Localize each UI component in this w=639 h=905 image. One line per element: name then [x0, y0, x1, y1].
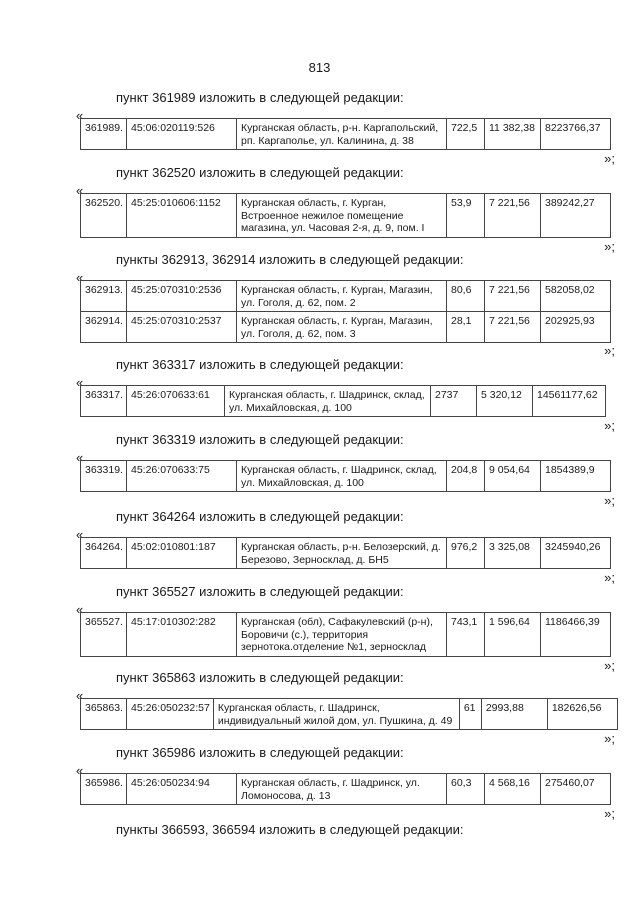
property-table [80, 537, 611, 569]
cell-price: 7 221,56 [485, 194, 541, 238]
cell-cadastral-number: 45:25:070310:2537 [127, 312, 237, 343]
table-row [81, 538, 611, 569]
cell-address: Курганская область, г. Курган, Магазин, ул. Гоголя, д. 62, пом. 2 [237, 281, 447, 312]
cell-address: Курганская область, г. Шадринск, индивидуальный жилой дом, ул. Пушкина, д. 49 [213, 699, 459, 730]
cell-address: Курганская (обл), Сафакулевский (р-н), Боровичи (с.), территория зернотока.отделение №1, зерносклад [237, 613, 447, 657]
section-intro: пункт 365986 изложить в следующей редакции: [116, 745, 404, 760]
cell-value: 1854389,9 [541, 461, 611, 492]
table-row [81, 312, 611, 343]
property-table [80, 698, 618, 730]
cell-cadastral-number: 45:26:050234:94 [127, 774, 237, 805]
cell-number: 364264. [81, 538, 127, 569]
table-row [81, 613, 611, 657]
section-intro: пункт 361989 изложить в следующей редакции: [116, 90, 404, 105]
page-number: 813 [308, 60, 331, 75]
cell-cadastral-number: 45:25:070310:2536 [127, 281, 237, 312]
cell-price: 5 320,12 [477, 386, 533, 417]
cell-cadastral-number: 45:02:010801:187 [127, 538, 237, 569]
cell-value: 1186466,39 [541, 613, 611, 657]
cell-cadastral-number: 45:17:010302:282 [127, 613, 237, 657]
close-quote: »; [604, 570, 615, 585]
section-intro: пункт 365863 изложить в следующей редакции: [116, 670, 404, 685]
cell-cadastral-number: 45:06:020119:526 [127, 119, 237, 150]
cell-value: 275460,07 [541, 774, 611, 805]
table-row [81, 461, 611, 492]
open-quote: « [76, 450, 84, 465]
cell-cadastral-number: 45:25:010606:1152 [127, 194, 237, 238]
table-row [81, 281, 611, 312]
cell-number: 365986. [81, 774, 127, 805]
property-table [80, 612, 611, 657]
cell-value: 182626,56 [547, 699, 617, 730]
cell-cadastral-number: 45:26:070633:61 [127, 386, 225, 417]
cell-number: 362914. [81, 312, 127, 343]
close-quote: »; [604, 418, 615, 433]
section-intro: пункт 364264 изложить в следующей редакции: [116, 509, 404, 524]
cell-address: Курганская область, р-н. Каргапольский, рп. Каргаполье, ул. Калинина, д. 38 [237, 119, 447, 150]
table-row [81, 194, 611, 238]
section-intro: пункт 362520 изложить в следующей редакции: [116, 165, 404, 180]
table-row [81, 386, 606, 417]
open-quote: « [76, 527, 84, 542]
close-quote: »; [604, 493, 615, 508]
cell-value: 389242,27 [541, 194, 611, 238]
property-table [80, 280, 611, 343]
cell-price: 1 596,64 [485, 613, 541, 657]
property-table [80, 193, 611, 238]
close-quote: »; [604, 806, 615, 821]
section-intro: пункты 366593, 366594 изложить в следующей редакции: [116, 822, 464, 837]
cell-address: Курганская область, г. Курган, Магазин, ул. Гоголя, д. 62, пом. 3 [237, 312, 447, 343]
cell-number: 362913. [81, 281, 127, 312]
cell-area: 722,5 [447, 119, 485, 150]
open-quote: « [76, 763, 84, 778]
section-intro: пункт 365527 изложить в следующей редакции: [116, 584, 404, 599]
section-intro: пункт 363319 изложить в следующей редакции: [116, 432, 404, 447]
cell-area: 204,8 [447, 461, 485, 492]
cell-area: 743,1 [447, 613, 485, 657]
cell-value: 8223766,37 [541, 119, 611, 150]
open-quote: « [76, 183, 84, 198]
close-quote: »; [604, 239, 615, 254]
open-quote: « [76, 688, 84, 703]
property-table [80, 773, 611, 805]
close-quote: »; [604, 731, 615, 746]
cell-address: Курганская область, г. Шадринск, ул. Ломоносова, д. 13 [237, 774, 447, 805]
property-table [80, 118, 611, 150]
table-row [81, 119, 611, 150]
cell-number: 363319. [81, 461, 127, 492]
open-quote: « [76, 270, 84, 285]
cell-area: 53,9 [447, 194, 485, 238]
cell-area: 61 [459, 699, 481, 730]
property-table [80, 460, 611, 492]
cell-value: 582058,02 [541, 281, 611, 312]
cell-value: 3245940,26 [541, 538, 611, 569]
cell-price: 4 568,16 [485, 774, 541, 805]
close-quote: »; [604, 151, 615, 166]
cell-address: Курганская область, г. Шадринск, склад, ул. Михайловская, д. 100 [225, 386, 431, 417]
cell-address: Курганская область, г. Курган, Встроенное нежилое помещение магазина, ул. Часовая 2-я, д. 9, пом. I [237, 194, 447, 238]
cell-price: 9 054,64 [485, 461, 541, 492]
cell-address: Курганская область, г. Шадринск, склад, ул. Михайловская, д. 100 [237, 461, 447, 492]
cell-price: 3 325,08 [485, 538, 541, 569]
property-table [80, 385, 606, 417]
cell-area: 80,6 [447, 281, 485, 312]
table-row [81, 699, 618, 730]
open-quote: « [76, 602, 84, 617]
cell-value: 202925,93 [541, 312, 611, 343]
cell-number: 363317. [81, 386, 127, 417]
cell-price: 2993,88 [481, 699, 547, 730]
close-quote: »; [604, 343, 615, 358]
section-intro: пункт 363317 изложить в следующей редакции: [116, 357, 404, 372]
cell-price: 7 221,56 [485, 312, 541, 343]
cell-value: 14561177,62 [533, 386, 606, 417]
cell-area: 60,3 [447, 774, 485, 805]
close-quote: »; [604, 658, 615, 673]
cell-number: 361989. [81, 119, 127, 150]
cell-number: 362520. [81, 194, 127, 238]
cell-address: Курганская область, р-н. Белозерский, д. Березово, Зерносклад, д. БН5 [237, 538, 447, 569]
cell-number: 365863. [81, 699, 127, 730]
cell-price: 11 382,38 [485, 119, 541, 150]
cell-area: 976,2 [447, 538, 485, 569]
cell-cadastral-number: 45:26:070633:75 [127, 461, 237, 492]
cell-area: 2737 [431, 386, 477, 417]
cell-price: 7 221,56 [485, 281, 541, 312]
cell-number: 365527. [81, 613, 127, 657]
open-quote: « [76, 108, 84, 123]
open-quote: « [76, 375, 84, 390]
table-row [81, 774, 611, 805]
cell-area: 28,1 [447, 312, 485, 343]
section-intro: пункты 362913, 362914 изложить в следующей редакции: [116, 252, 464, 267]
cell-cadastral-number: 45:26:050232:57 [127, 699, 214, 730]
